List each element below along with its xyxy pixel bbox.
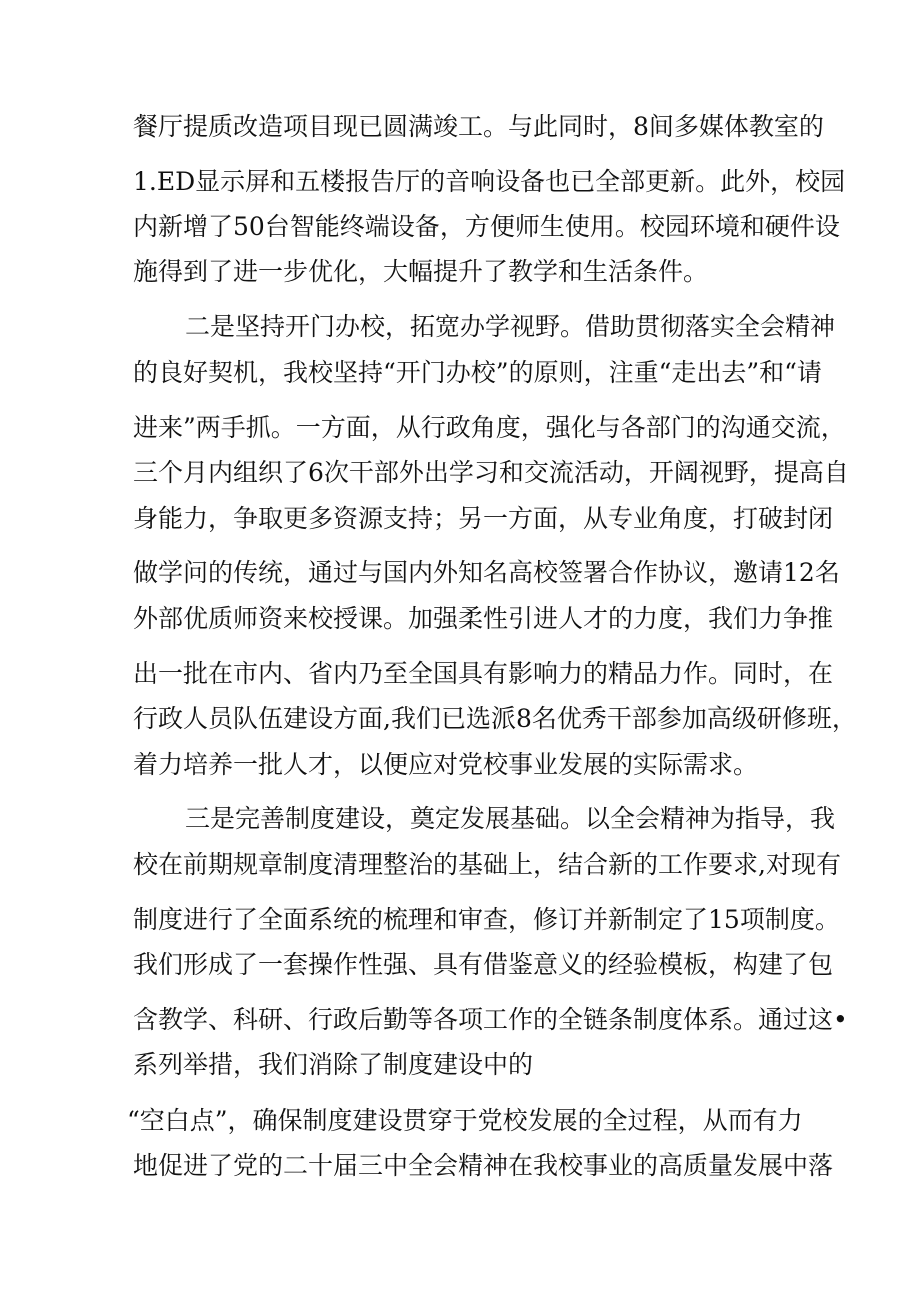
paragraph-line: 外部优质师资来校授课。加强柔性引进人才的力度，我们力争推 xyxy=(133,604,834,633)
paragraph-line: 做学问的传统，通过与国内外知名高校签署合作协议，邀请12名 xyxy=(133,558,840,587)
paragraph-line: 施得到了进一步优化，大幅提升了教学和生活条件。 xyxy=(133,257,709,286)
paragraph-line: 餐厅提质改造项目现已圆满竣工。与此同时，8间多媒体教室的 xyxy=(133,112,824,141)
paragraph-line: 三是完善制度建设，奠定发展基础。以全会精神为指导，我 xyxy=(185,804,836,833)
paragraph-line: 三个月内组织了6次干部外出学习和交流活动，开阔视野，提高自 xyxy=(133,458,849,487)
paragraph-line: 身能力，争取更多资源支持；另一方面，从专业角度，打破封闭 xyxy=(133,504,834,533)
paragraph-line: 地促进了党的二十届三中全会精神在我校事业的高质量发展中落 xyxy=(133,1151,834,1180)
paragraph-line: 行政人员队伍建设方面,我们已选派8名优秀干部参加高级研修班， xyxy=(133,704,857,733)
paragraph-line: 内新增了50台智能终端设备，方便师生使用。校园环境和硬件设 xyxy=(133,212,840,241)
paragraph-line: 校在前期规章制度清理整治的基础上，结合新的工作要求,对现有 xyxy=(133,850,841,879)
paragraph-line: 进来”两手抓。一方面，从行政角度，强化与各部门的沟通交流， xyxy=(133,413,846,442)
paragraph-line: 出一批在市内、省内乃至全国具有影响力的精品力作。同时，在 xyxy=(133,659,834,688)
paragraph-line: 的良好契机，我校坚持“开门办校”的原则，注重“走出去”和“请 xyxy=(133,358,822,387)
paragraph-line: 含教学、科研、行政后勤等各项工作的全链条制度体系。通过这• xyxy=(133,1005,848,1034)
paragraph-line: “空白点”，确保制度建设贯穿于党校发展的全过程，从而有力 xyxy=(127,1106,803,1135)
paragraph-line: 制度进行了全面系统的梳理和审查，修订并新制定了15项制度。 xyxy=(133,905,840,934)
paragraph-line: 着力培养一批人才，以便应对党校事业发展的实际需求。 xyxy=(133,750,759,779)
paragraph-line: 系列举措，我们消除了制度建设中的 xyxy=(133,1050,534,1079)
paragraph-line: 我们形成了一套操作性强、具有借鉴意义的经验模板，构建了包 xyxy=(133,950,834,979)
paragraph-line: 1.ED显示屏和五楼报告厅的音响设备也已全部更新。此外，校园 xyxy=(133,167,846,196)
paragraph-line: 二是坚持开门办校，拓宽办学视野。借助贯彻落实全会精神 xyxy=(185,312,836,341)
